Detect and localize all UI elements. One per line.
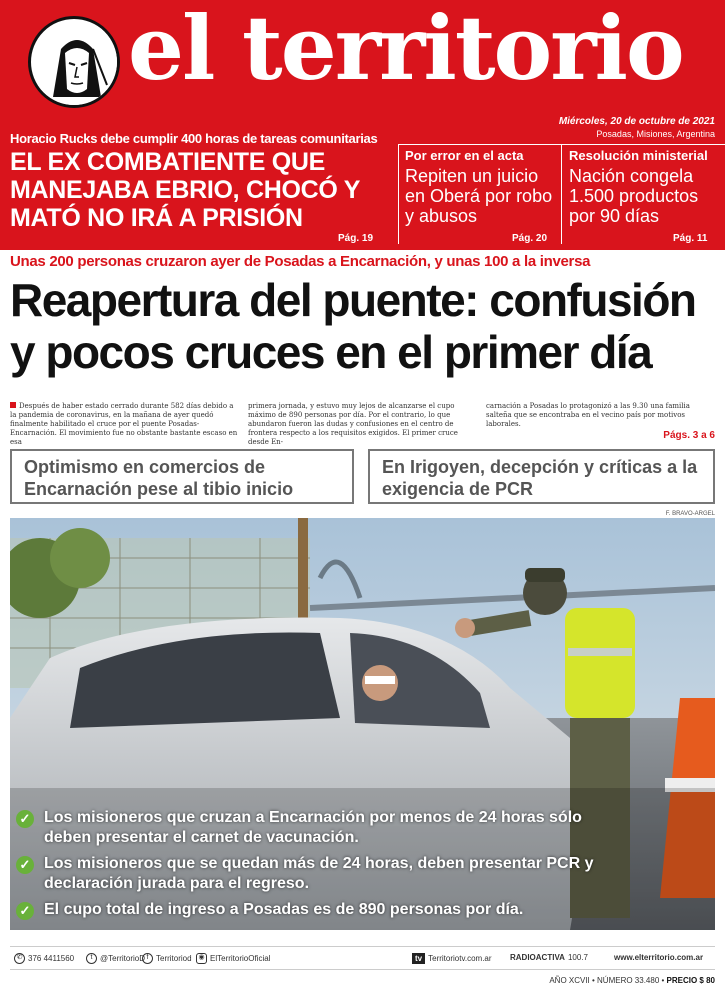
footer-phone[interactable]: ✆ 376 4411560 bbox=[14, 953, 74, 964]
related-story-box-left[interactable]: Optimismo en comercios de Encarnación pese al tibio inicio bbox=[10, 449, 354, 504]
divider bbox=[398, 144, 399, 244]
side1-kicker: Por error en el acta bbox=[405, 148, 524, 163]
footer-facebook[interactable]: f Territoriod bbox=[142, 953, 192, 964]
check-icon: ✓ bbox=[16, 902, 34, 920]
brand-name: el territorio bbox=[128, 0, 683, 100]
instagram-icon: ◉ bbox=[196, 953, 207, 964]
body-column-1: Después de haber estado cerrado durante 582 días debido a la pandemia de coronavirus, en la mañana de ayer quedó finalmente habilitado el cruce por el puente Posadas-Encarnación. El movimiento fue no obstante bastante escaso en esa bbox=[10, 402, 238, 446]
main-headline[interactable]: Reapertura del puente: confusión y pocos cruces en el primer día bbox=[10, 274, 696, 378]
related-story-box-right[interactable]: En Irigoyen, decepción y críticas a la exigencia de PCR bbox=[368, 449, 715, 504]
main-kicker: Unas 200 personas cruzaron ayer de Posadas a Encarnación, y unas 100 a la inversa bbox=[10, 253, 591, 270]
check-icon: ✓ bbox=[16, 856, 34, 874]
tv-icon: tv bbox=[412, 953, 425, 964]
bullet-square-icon bbox=[10, 402, 16, 408]
edition-place: Posadas, Misiones, Argentina bbox=[596, 129, 715, 139]
photo-bullet-2: ✓ Los misioneros que se quedan más de 24 horas, deben presentar PCR y declaración jurada para el regreso. bbox=[44, 854, 604, 894]
body-column-2: primera jornada, y estuvo muy lejos de alcanzarse el cupo máximo de 890 personas por día. Por el contrario, lo que abundaron fueron las dudas y confusiones en el centro de frontera respecto a los requisitos exigidos. El primer cruce desde En- bbox=[248, 402, 458, 446]
body-column-3: carnación a Posadas lo protagonizó a las 9.30 una familia salteña que se encontraba en el vecino país por motivos laborales. bbox=[486, 402, 690, 428]
photo-bullet-3: ✓ El cupo total de ingreso a Posadas es de 890 personas por día. bbox=[44, 900, 684, 920]
side1-page-ref: Pág. 20 bbox=[512, 233, 548, 244]
footer-website[interactable]: www.elterritorio.com.ar bbox=[614, 953, 704, 962]
edition-date: Miércoles, 20 de octubre de 2021 bbox=[558, 116, 715, 127]
issue-info: AÑO XCVII • NÚMERO 33.480 • PRECIO $ 80 bbox=[549, 976, 715, 985]
lead-headline[interactable]: EL EX COMBATIENTE QUE MANEJABA EBRIO, CHOCÓ Y MATÓ NO IRÁ A PRISIÓN bbox=[10, 148, 360, 232]
main-page-ref: Págs. 3 a 6 bbox=[663, 430, 715, 441]
divider bbox=[561, 144, 562, 244]
check-icon: ✓ bbox=[16, 810, 34, 828]
footer-tv[interactable]: tv Territoriotv.com.ar bbox=[412, 953, 492, 964]
footer-twitter[interactable]: t @TerritorioD bbox=[86, 953, 145, 964]
newspaper-logo bbox=[28, 16, 120, 108]
whatsapp-icon: ✆ bbox=[14, 953, 25, 964]
side2-headline[interactable]: Nación congela 1.500 productos por 90 días bbox=[569, 166, 699, 226]
photo-credit: F. BRAVO-ARGEL bbox=[665, 511, 715, 517]
side1-headline[interactable]: Repiten un juicio en Oberá por robo y abusos bbox=[405, 166, 553, 226]
masthead bbox=[0, 0, 725, 250]
photo-bullet-1: ✓ Los misioneros que cruzan a Encarnación por menos de 24 horas sólo deben presentar el carnet de vacunación. bbox=[44, 808, 604, 848]
footer-instagram[interactable]: ◉ ElTerritorioOficial bbox=[196, 953, 270, 964]
footer-radio[interactable]: RADIOACTIVA 100.7 bbox=[510, 953, 588, 962]
facebook-icon: f bbox=[142, 953, 153, 964]
lead-kicker: Horacio Rucks debe cumplir 400 horas de tareas comunitarias bbox=[10, 131, 378, 146]
lead-page-ref: Pág. 19 bbox=[338, 233, 374, 244]
main-photo bbox=[10, 518, 715, 930]
twitter-icon: t bbox=[86, 953, 97, 964]
side2-page-ref: Pág. 11 bbox=[673, 233, 708, 244]
side2-kicker: Resolución ministerial bbox=[569, 148, 708, 163]
footer-bar bbox=[10, 946, 715, 970]
